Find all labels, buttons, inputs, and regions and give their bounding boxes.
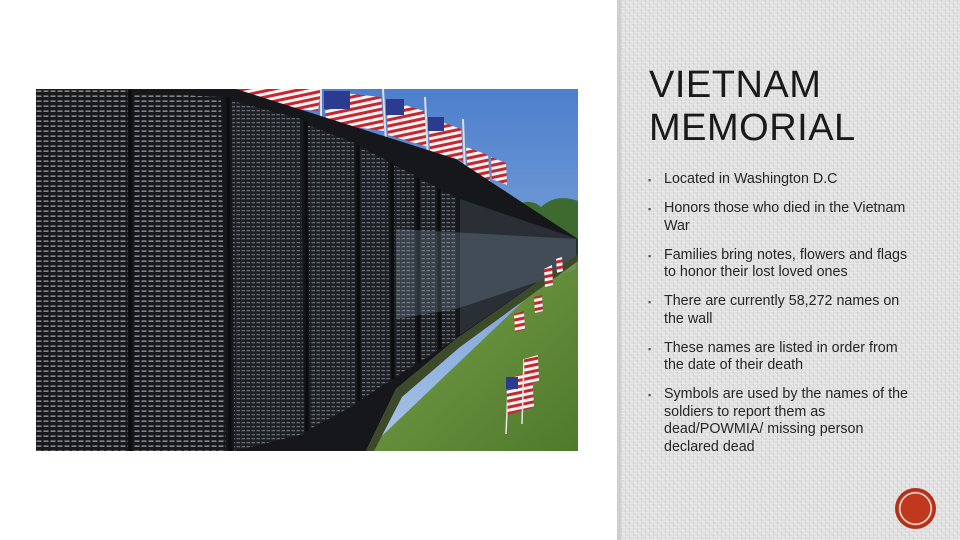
bullet-text: There are currently 58,272 names on the wall	[664, 293, 900, 327]
bullet-text: These names are listed in order from the date of their death	[664, 339, 898, 373]
bullet-text: Families bring notes, flowers and flags to honor their lost loved ones	[664, 246, 908, 280]
bullet-item	[648, 386, 918, 456]
slide-title-line-1: VIETNAM	[649, 64, 822, 106]
bullet-marker-icon: ▪	[648, 343, 652, 354]
bullet-marker-icon: ▪	[648, 250, 652, 261]
bullet-marker-icon: ▪	[648, 175, 652, 185]
bullet-item	[648, 200, 918, 235]
slide-title	[649, 64, 939, 150]
bullet-list	[648, 171, 918, 468]
bullet-text: Located in Washington D.C	[664, 171, 838, 187]
slide-number-badge-icon	[898, 491, 933, 526]
slide-title-line-2: MEMORIAL	[649, 107, 856, 149]
bullet-item	[648, 171, 918, 189]
bullet-item	[648, 247, 918, 282]
bullet-marker-icon: ▪	[648, 297, 652, 307]
bullet-text: Symbols are used by the names of the soldiers to report them as dead/POWMIA/ missing person declared dead	[664, 386, 908, 455]
bullet-item	[648, 340, 918, 375]
bullet-item	[648, 293, 918, 328]
bullet-text: Honors those who died in the Vietnam War	[664, 200, 906, 234]
panel-divider	[617, 0, 621, 540]
bullet-marker-icon: ▪	[648, 204, 652, 214]
bullet-marker-icon: ▪	[648, 390, 652, 400]
photo-vietnam-memorial-wall	[36, 89, 578, 451]
